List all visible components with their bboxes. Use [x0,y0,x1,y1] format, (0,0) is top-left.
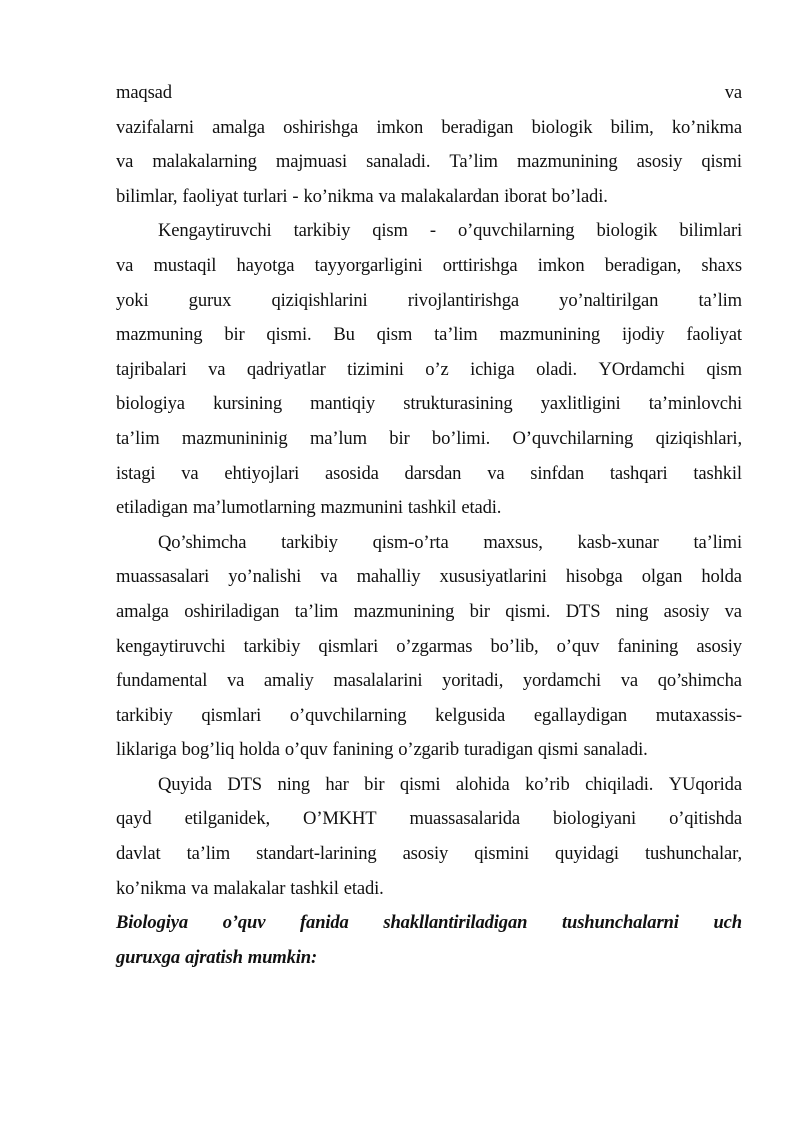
word: kengaytiruvchi [116,635,226,657]
word: amalga [116,600,169,622]
word: ta’lim [294,600,339,622]
word: mahalliy [356,566,421,588]
word: Bu [333,324,355,346]
word: bo’limi. [431,427,491,449]
word: etiladigan [116,497,188,519]
word: qayd [116,808,152,830]
word: tayyorgarligini [314,254,423,276]
word: bo’lib, [490,635,539,657]
word: Biologiya [116,912,188,934]
word: imkon [537,254,585,276]
word: mazmunini [320,497,403,519]
word: asosiy [402,843,449,865]
word: shakllantiriladigan [383,912,528,934]
word: qism [706,358,742,380]
word: ta’minlovchi [648,393,742,415]
word: ta’lim [698,289,742,311]
word: DTS [227,773,262,795]
word: ning [615,600,649,622]
word: ko’nikma [671,116,742,138]
word: yaxlitligini [540,393,621,415]
word: ijodiy [621,324,665,346]
word: yordamchi [522,670,602,692]
word: sanaladi. [583,739,648,761]
word: va [226,670,245,692]
word: qismi [701,151,742,173]
word: biologik [531,116,593,138]
word: asosiy [663,600,710,622]
text-line [116,76,742,111]
word: yo’nalishi [228,566,302,588]
word: ehtiyojlari [224,462,300,484]
word: qadriyatlar [246,358,326,380]
word: darsdan [404,462,462,484]
word: muassasalarida [409,808,520,830]
word: YUqorida [668,773,742,795]
word: bog’liq [181,739,235,761]
word: sanaladi. [366,151,431,173]
text-line [116,699,742,734]
word: bir [364,773,385,795]
word: O’MKHT [303,808,377,830]
word: tajribalari [116,358,187,380]
word: oshirishga [283,116,359,138]
document-page [116,76,742,975]
word: va [191,877,209,899]
word: hisobga [565,566,623,588]
text-line [116,422,742,457]
word: bilimlari [679,220,742,242]
word: O’quvchilarning [512,427,634,449]
word: iborat [504,185,547,207]
word: biologiya [116,393,185,415]
word: alohida [455,773,510,795]
word: va [378,185,396,207]
word: o’z [425,358,449,380]
word: tarkibiy [243,635,301,657]
word: turlari [243,185,288,207]
word: mustaqil [153,254,217,276]
word: va [724,82,742,103]
word: ko’nikma [116,877,187,899]
word: - [429,220,436,242]
text-line [116,837,742,872]
word: mazmuning [116,324,203,346]
word: oshiriladigan [184,600,280,622]
word: va [620,670,638,692]
word: hayotga [236,254,295,276]
word: tashkil [290,877,339,899]
word: va [116,254,134,276]
word: maxsus, [483,531,543,553]
word: liklariga [116,739,177,761]
text-line [116,941,742,976]
word: etilganidek, [184,808,271,830]
word: asosida [325,462,379,484]
paragraph-expanding-component [116,214,742,525]
word: olgan [641,566,683,588]
word: tushunchalar, [644,843,742,865]
word: o’quv [556,635,600,657]
word: orttirishga [442,254,518,276]
word: beradigan, [604,254,682,276]
word: mazmunininig [181,427,288,449]
word: gurux [188,289,232,311]
word: - [292,185,299,207]
word: o’quvchilarning [289,704,407,726]
word: malakalar [213,877,286,899]
word: qismi. [266,324,312,346]
word: ma’lum [309,427,367,449]
word: tarkibiy [293,220,351,242]
word: malakalarning [152,151,257,173]
text-line [116,457,742,492]
word: bilimlar, [116,185,178,207]
word: va [724,600,742,622]
word: tashkil [407,497,457,519]
word: mutaxassis- [655,704,742,726]
word: etadi. [343,877,384,899]
word: xususiyatlarini [439,566,547,588]
word: qismlari [318,635,379,657]
word: Quyida [158,773,212,795]
word: kasb-xunar [577,531,659,553]
text-line [116,872,742,907]
word: uch [713,912,742,934]
text-line [116,560,742,595]
word: holda [701,566,742,588]
word: tashqari [609,462,668,484]
word: turadigan [464,739,533,761]
word: ta’lim [186,843,231,865]
text-line [116,214,742,249]
word: va [181,462,199,484]
word: qismini [474,843,529,865]
word: va [320,566,338,588]
word: ichiga [470,358,515,380]
word: fanining [332,739,394,761]
word: imkon [376,116,424,138]
word: faoliyat [182,185,239,207]
word: oladi. [536,358,577,380]
word: ma’lumotlarning [192,497,316,519]
text-line [116,111,742,146]
word: biologik [596,220,658,242]
word: davlat [116,843,161,865]
text-line [116,768,742,803]
text-line [116,802,742,837]
text-line [116,595,742,630]
word: o’quvchilarning [457,220,575,242]
word: majmuasi [275,151,347,173]
word: tizimini [347,358,404,380]
word: Kengaytiruvchi [158,220,272,242]
word: shaxs [701,254,742,276]
word: ta’lim [116,427,160,449]
paragraph-dts-overview [116,768,742,906]
text-line [116,491,742,526]
word: qo’shimcha [657,670,742,692]
word: qismi. [505,600,551,622]
text-line [116,180,742,215]
word: va [487,462,505,484]
text-line [116,387,742,422]
word: fanining [617,635,679,657]
word: mazmunining [499,324,601,346]
word: ko’rib [525,773,570,795]
word: har [325,773,349,795]
word: vazifalarni [116,116,194,138]
word: tarkibiy [281,531,338,553]
word: asosiy [696,635,742,657]
word: masalalarini [333,670,423,692]
word: biologiyani [553,808,637,830]
word: o’quv [284,739,328,761]
word: mazmunining [353,600,455,622]
word: holda [239,739,280,761]
word: egallaydigan [533,704,628,726]
text-line [116,906,742,941]
word: ko’nikma [303,185,374,207]
word: mazmunining [516,151,618,173]
word: bir [469,600,490,622]
word: asosiy [636,151,683,173]
word: ta’lim [434,324,478,346]
word: qismlari [201,704,262,726]
word: yoritadi, [442,670,504,692]
paragraph-intro-continued [116,76,742,214]
text-line [116,526,742,561]
text-line [116,145,742,180]
word: YOrdamchi [598,358,685,380]
word: kursining [213,393,282,415]
word: va [208,358,226,380]
word: bo’ladi. [551,185,608,207]
word: beradigan [441,116,514,138]
text-line [116,733,742,768]
word: tushunchalarni [561,912,679,934]
word: o’qitishda [669,808,742,830]
word: mumkin: [247,946,317,968]
word: ajratish [185,946,243,968]
word: muassasalari [116,566,210,588]
word: mantiqiy [310,393,376,415]
text-line [116,318,742,353]
word: Ta’lim [449,151,498,173]
word: o’quv [222,912,266,934]
word: faoliyat [686,324,742,346]
word: tarkibiy [116,704,173,726]
word: kelgusida [435,704,506,726]
word: malakalardan [400,185,500,207]
word: bir [389,427,410,449]
paragraph-additional-component [116,526,742,768]
word: Qo’shimcha [158,531,247,553]
word: standart-larining [256,843,377,865]
word: bir [224,324,245,346]
word: fanida [300,912,349,934]
word: bilim, [610,116,654,138]
word: istagi [116,462,156,484]
word: tashkil [693,462,742,484]
word: o’zgarmas [396,635,473,657]
text-line [116,353,742,388]
word: qism [376,324,413,346]
word: chiqiladi. [585,773,654,795]
word: ta’limi [693,531,742,553]
text-line [116,630,742,665]
word: sinfdan [530,462,584,484]
word: amaliy [263,670,314,692]
word: o’zgarib [398,739,459,761]
text-line [116,664,742,699]
word: qismi [537,739,579,761]
word: ning [277,773,310,795]
word: yo’naltirilgan [559,289,659,311]
text-line [116,249,742,284]
word: qism [372,220,408,242]
word: qismi [399,773,441,795]
word: etadi. [461,497,502,519]
word: strukturasining [403,393,513,415]
word: DTS [565,600,601,622]
word: rivojlantirishga [407,289,519,311]
word: qiziqishlarini [271,289,368,311]
text-line [116,284,742,319]
word: guruxga [116,946,181,968]
word: qism-o’rta [372,531,449,553]
word: yoki [116,289,149,311]
word: amalga [212,116,265,138]
word: qiziqishlari, [655,427,742,449]
word: quyidagi [555,843,619,865]
paragraph-concepts-heading [116,906,742,975]
word: va [116,151,134,173]
word: fundamental [116,670,208,692]
word: maqsad [116,82,172,103]
